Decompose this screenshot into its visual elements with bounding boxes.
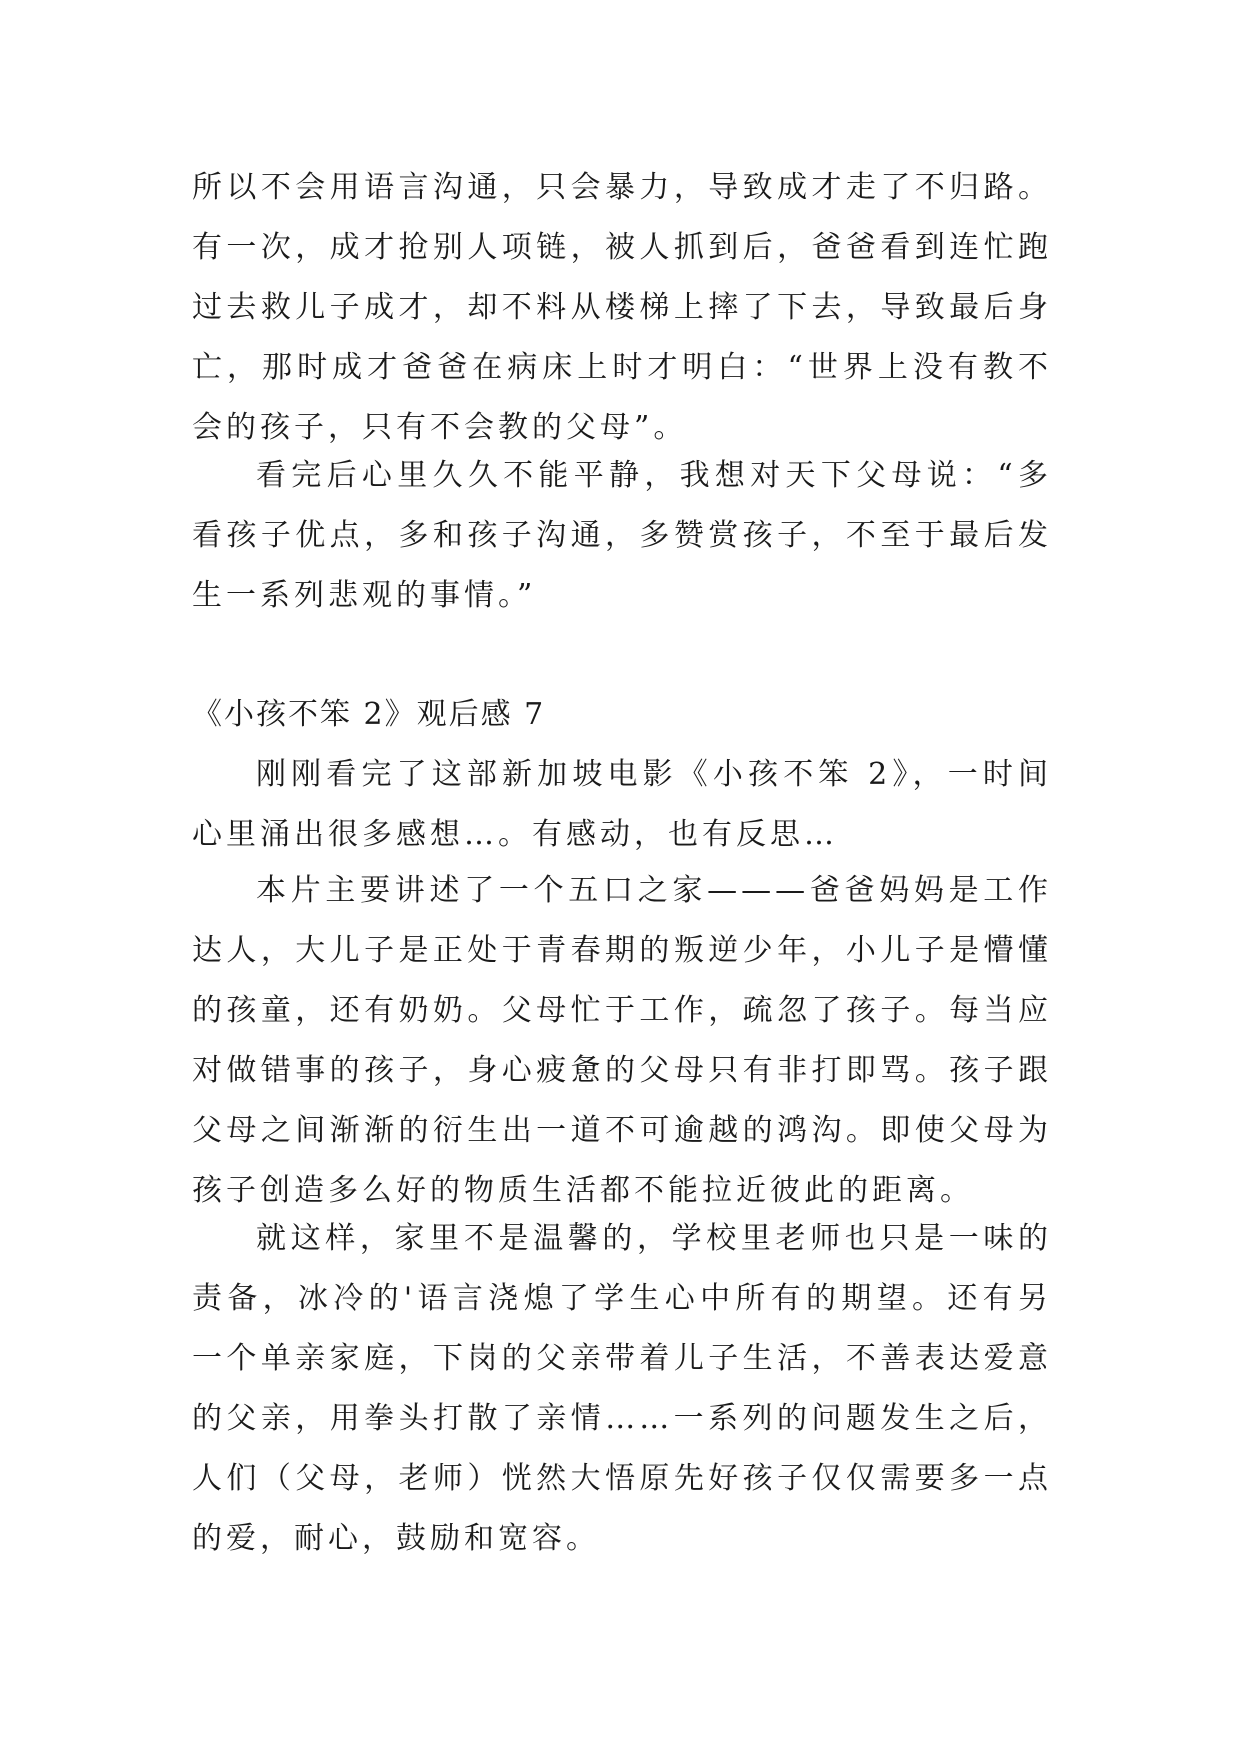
paragraph-plot: 本片主要讲述了一个五口之家———爸爸妈妈是工作达人，大儿子是正处于青春期的叛逆少年，小儿子是懵懂的孩童，还有奶奶。父母忙于工作，疏忽了孩子。每当应对做错事的孩子，身心疲惫的父母只有非打即骂。孩子跟父母之间渐渐的衍生出一道不可逾越的鸿沟。即使父母为孩子创造多么好的物质生活都不能拉近彼此的距离。	[192, 873, 1052, 1208]
paragraph-conclusion: 就这样，家里不是温馨的，学校里老师也只是一味的责备，冰冷的'语言浇熄了学生心中所有的期望。还有另一个单亲家庭，下岗的父亲带着儿子生活，不善表达爱意的父亲，用拳头打散了亲情……一系列的问题发生之后，人们（父母，老师）恍然大悟原先好孩子仅仅需要多一点的爱，耐心，鼓励和宽容。	[192, 1221, 1052, 1556]
paragraph-reflection: 看完后心里久久不能平静，我想对天下父母说：“多看孩子优点，多和孩子沟通，多赞赏孩子，不至于最后发生一系列悲观的事情。”	[192, 458, 1052, 613]
paragraph-intro: 刚刚看完了这部新加坡电影《小孩不笨 2》，一时间心里涌出很多感想…。有感动，也有反思…	[192, 757, 1052, 852]
paragraph-continuation: 所以不会用语言沟通，只会暴力，导致成才走了不归路。有一次，成才抢别人项链，被人抓到后，爸爸看到连忙跑过去救儿子成才，却不料从楼梯上摔了下去，导致最后身亡，那时成才爸爸在病床上时才明白：“世界上没有教不会的孩子，只有不会教的父母”。	[192, 170, 1052, 445]
section-heading: 《小孩不笨 2》观后感 7	[192, 697, 546, 732]
